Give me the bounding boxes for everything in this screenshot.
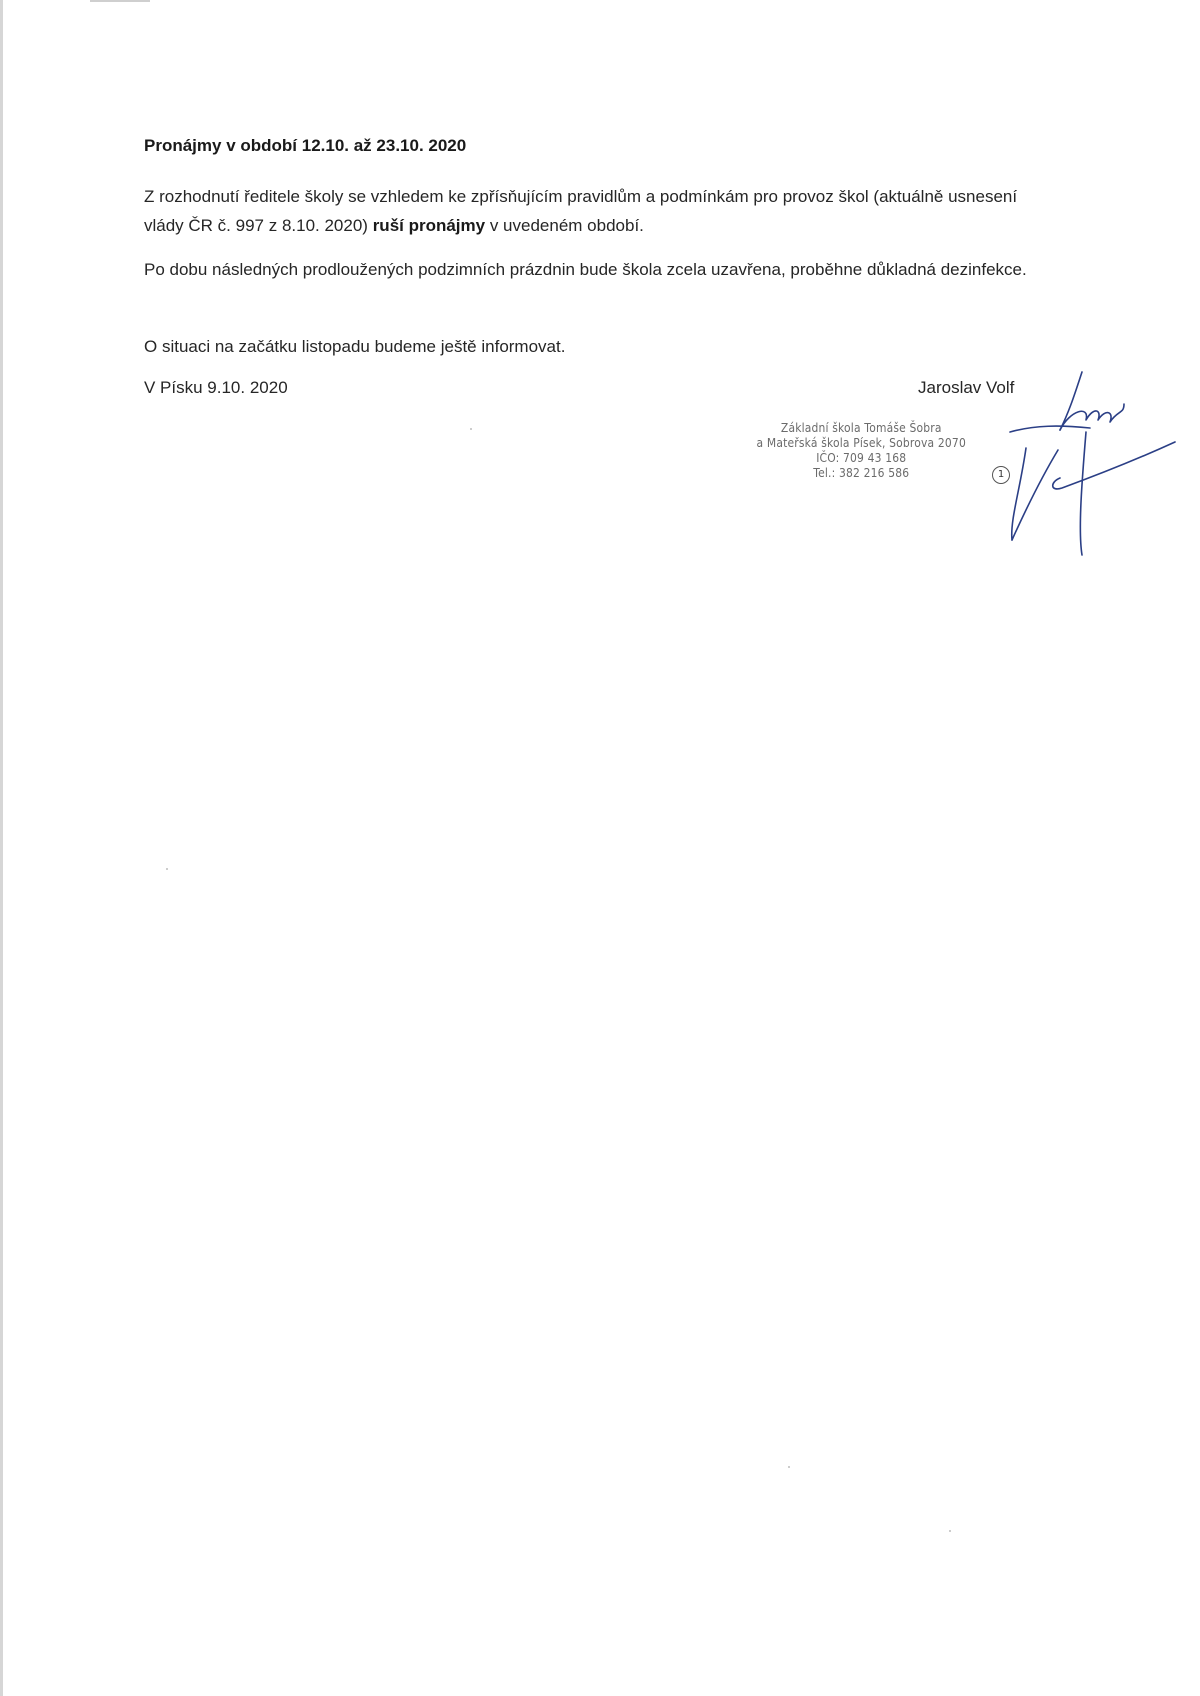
paragraph-decision-bold: ruší pronájmy (372, 216, 486, 235)
scan-speck (470, 428, 472, 430)
paragraph-info: O situaci na začátku listopadu budeme ještě informovat. (144, 337, 566, 356)
stamp-line-2: a Mateřská škola Písek, Sobrova 2070 (756, 435, 966, 450)
handwritten-signature-icon (990, 370, 1190, 570)
scan-speck (166, 868, 168, 870)
document-heading: Pronájmy v období 12.10. až 23.10. 2020 (144, 136, 467, 155)
stamp-line-1: Základní škola Tomáše Šobra (780, 420, 942, 435)
scan-speck (949, 1530, 951, 1532)
paragraph-closure: Po dobu následných prodloužených podzimních prázdnin bude škola zcela uzavřena, proběhne důkladná dezinfekce. (144, 260, 1027, 279)
stamp-number-mark: 1 (992, 466, 1010, 484)
paragraph-decision-end: v uvedeném období. (485, 216, 644, 235)
scan-edge-left (0, 0, 3, 1696)
stamp-line-4: Tel.: 382 216 586 (813, 465, 910, 480)
paragraph-decision (144, 182, 1044, 240)
scan-speck (788, 1466, 790, 1468)
scan-edge-top (90, 0, 150, 2)
school-stamp (740, 420, 983, 480)
paragraph-decision-text: Z rozhodnutí ředitele školy se vzhledem ke zpřísňujícím pravidlům a podmínkám pro provoz škol (aktuálně usnesení vlády ČR č. 997 z 8.10. 2020) (144, 187, 1018, 235)
stamp-line-3: IČO: 709 43 168 (816, 450, 907, 465)
signatory-name: Jaroslav Volf (918, 378, 1015, 397)
place-date: V Písku 9.10. 2020 (144, 378, 288, 397)
